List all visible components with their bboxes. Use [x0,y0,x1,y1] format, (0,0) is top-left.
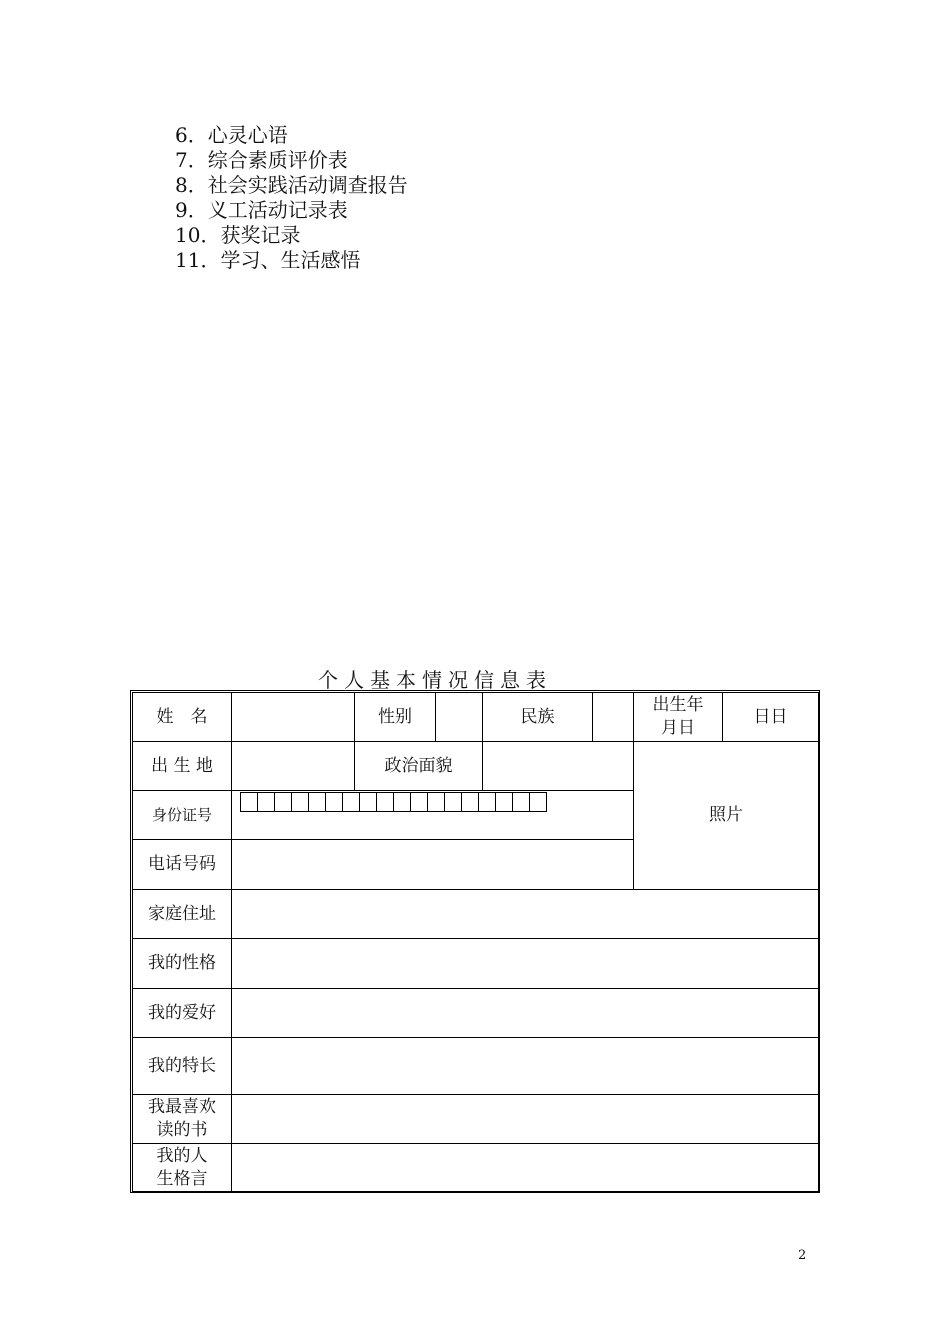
birth-date-label-line2: 月日 [661,718,695,738]
id-digit-box[interactable] [342,792,360,812]
toc-item [175,123,408,148]
motto-value[interactable] [232,1144,819,1192]
birth-date-label-line1: 出生年 [652,695,704,715]
id-digit-box[interactable] [240,792,258,812]
id-digit-box[interactable] [410,792,428,812]
toc-item-label: 综合素质评价表 [207,148,348,172]
ethnicity-value[interactable] [593,693,634,742]
motto-label [133,1144,232,1192]
birthplace-value[interactable] [232,742,355,791]
gender-value[interactable] [436,693,483,742]
favorite-book-label-line1: 我最喜欢 [148,1097,216,1117]
toc-item [175,148,408,173]
birthplace-label: 出 生 地 [133,742,232,791]
toc-item-label: 社会实践活动调查报告 [207,173,408,197]
toc-item-number: 11． [175,248,221,272]
address-label: 家庭住址 [133,890,232,939]
hobbies-label: 我的爱好 [133,989,232,1038]
toc-item-number: 7． [175,148,208,172]
toc-item-label: 获奖记录 [220,223,301,247]
id-number-value[interactable] [232,791,634,840]
favorite-book-value[interactable] [232,1095,819,1144]
id-digit-box[interactable] [529,792,547,812]
id-digit-box[interactable] [274,792,292,812]
id-digit-box[interactable] [308,792,326,812]
phone-label: 电话号码 [133,840,232,890]
table-of-contents [175,123,408,273]
toc-item-label: 心灵心语 [207,123,288,147]
photo-cell[interactable]: 照片 [634,742,819,890]
personal-info-table [132,692,819,1192]
toc-item-number: 10． [175,223,221,247]
id-digit-box[interactable] [495,792,513,812]
personality-label: 我的性格 [133,939,232,989]
toc-item-number: 9． [175,198,208,222]
phone-value[interactable] [232,840,634,890]
political-status-value[interactable] [483,742,634,791]
personal-info-form [130,690,820,1193]
id-digit-box[interactable] [427,792,445,812]
address-value[interactable] [232,890,819,939]
birth-date-value[interactable]: 日日 [723,693,819,742]
id-digit-box[interactable] [325,792,343,812]
name-label: 姓 名 [133,693,232,742]
toc-item-number: 8． [175,173,208,197]
strengths-label: 我的特长 [133,1038,232,1095]
toc-item-label: 学习、生活感悟 [220,248,361,272]
page-number: 2 [798,1248,807,1263]
motto-label-line1: 我的人 [156,1145,208,1166]
id-digit-box[interactable] [393,792,411,812]
id-digit-box[interactable] [257,792,275,812]
name-value[interactable] [232,693,355,742]
id-digit-box[interactable] [478,792,496,812]
favorite-book-label-line2: 读的书 [156,1120,208,1140]
form-title: 个人基本情况信息表 [318,668,552,692]
toc-item [175,198,408,223]
id-digit-box[interactable] [512,792,530,812]
birth-date-label [634,693,723,742]
political-status-label: 政治面貌 [355,742,483,791]
id-digit-box[interactable] [461,792,479,812]
id-number-label: 身份证号 [133,791,232,840]
toc-item [175,248,408,273]
motto-label-line2: 生格言 [156,1168,208,1189]
id-digit-box[interactable] [359,792,377,812]
id-digit-box[interactable] [376,792,394,812]
id-digit-box[interactable] [444,792,462,812]
gender-label: 性别 [355,693,436,742]
id-number-boxes[interactable] [232,792,633,812]
toc-item-number: 6． [175,123,208,147]
strengths-value[interactable] [232,1038,819,1095]
personality-value[interactable] [232,939,819,989]
ethnicity-label: 民族 [483,693,593,742]
toc-item [175,173,408,198]
toc-item-label: 义工活动记录表 [207,198,348,222]
favorite-book-label [133,1095,232,1144]
toc-item [175,223,408,248]
id-digit-box[interactable] [291,792,309,812]
hobbies-value[interactable] [232,989,819,1038]
